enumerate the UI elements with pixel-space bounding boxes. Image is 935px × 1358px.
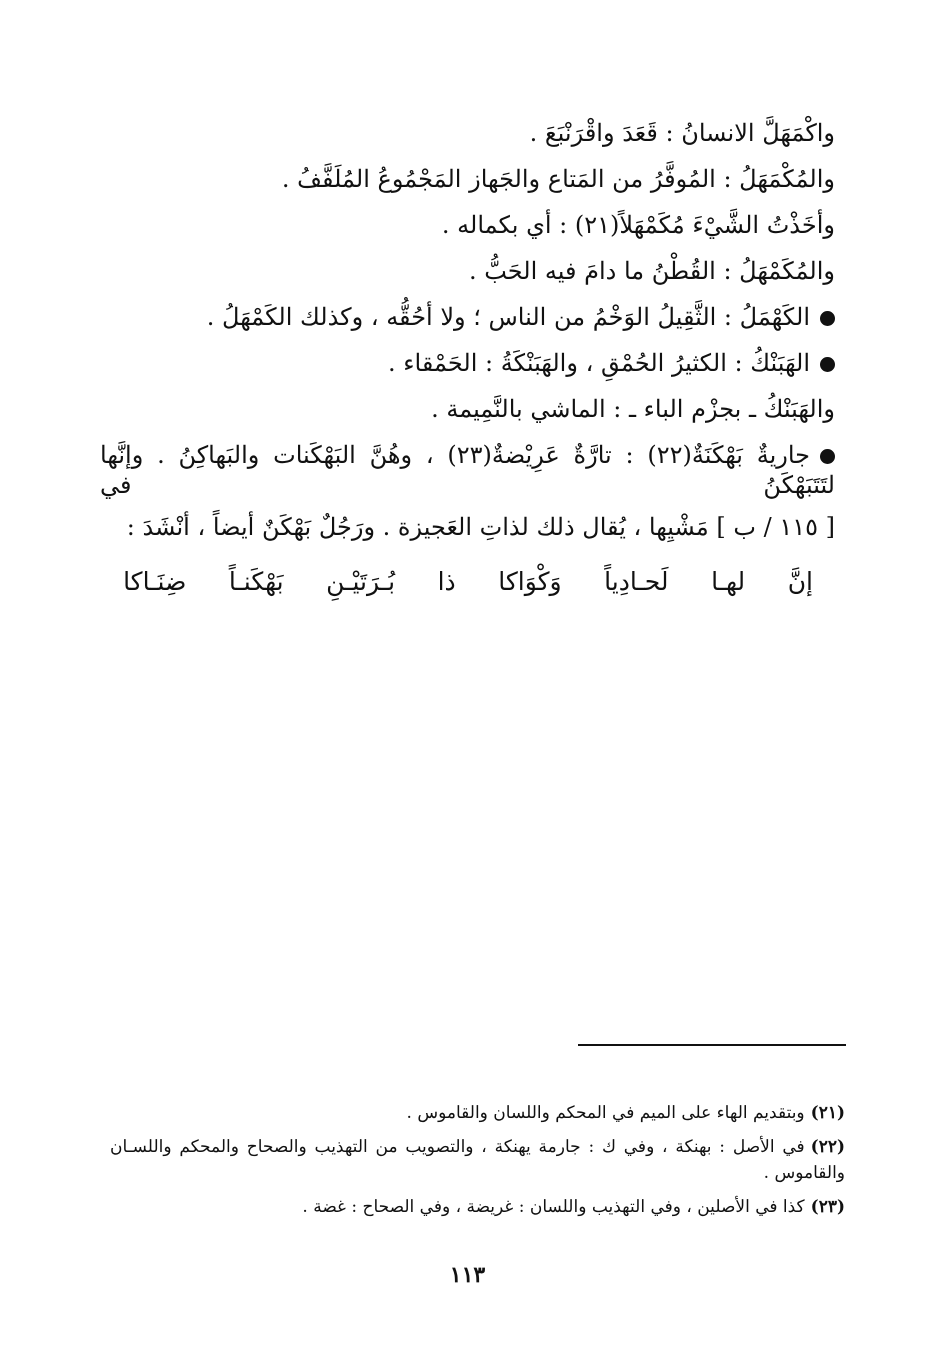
page-number: ١١٣ <box>449 1262 486 1288</box>
entry-kahmal <box>100 302 835 332</box>
text-line-1: واكْمَهَلَّ الانسانُ : قَعَدَ واقْرَنْبَعَ . <box>529 119 835 147</box>
footnote-separator <box>578 1044 846 1046</box>
verse-word: لهـا <box>711 567 746 596</box>
text-line-5: الكَهْمَلُ : الثَّقِيلُ الوَخْمُ من الناس ؛ ولا أحُقُّه ، وكذلك الكَمْهَلُ . <box>206 303 810 331</box>
verse-word: ذا <box>437 567 456 596</box>
bullet-icon <box>820 357 835 372</box>
footnote-21 <box>110 1100 845 1126</box>
footnote-text: وبتقديم الهاء على الميم في المحكم واللسان والقاموس . <box>406 1103 805 1123</box>
text-line-6: الهَبَنْكُ : الكثيرُ الحُمْقِ ، والهَبَنْكَةُ : الحَمْقاء . <box>388 349 810 377</box>
bullet-icon <box>820 449 835 464</box>
bullet-icon <box>820 311 835 326</box>
main-text <box>100 118 835 558</box>
footnote-text: في الأصل : بهنكة ، وفي ك : جارمة يهنكة ، والتصويب من التهذيب والصحاح والمحكم واللسـان والقاموس . <box>110 1137 845 1183</box>
verse-word: بُـرَتَيْـنِ <box>326 567 396 596</box>
footnote-22 <box>110 1134 845 1186</box>
poetry-verse <box>123 566 813 598</box>
verse-word: لَحـادِياً <box>604 567 669 596</box>
footnote-23 <box>110 1194 845 1220</box>
text-line-9: [ ١١٥ / ب ] مَشْيِها ، يُقال ذلك لذاتِ العَجيزة . ورَجُلٌ بَهْكَنٌ أيضاً ، أنْشَدَ : <box>126 513 835 541</box>
footnote-number: (٢٣) <box>810 1197 845 1217</box>
text-line-2: والمُكْمَهَلُ : المُوفَّرُ من المَتاع والجَهاز المَجْمُوعُ المُلَفَّفُ . <box>281 165 835 193</box>
footnote-number: (٢٢) <box>810 1137 845 1157</box>
text-line-8: جاريةٌ بَهْكَنَةٌ(٢٢) : تارَّةٌ عَرِيْضةٌ(٢٣) ، وهُنَّ البَهْكَنات والبَهاكِنُ . وإنَّها لتَتَبَهْكَنُ في <box>100 441 835 499</box>
verse-word: بَهْكَنـاً <box>228 567 284 596</box>
footnote-text: كذا في الأصلين ، وفي التهذيب واللسان : غريضة ، وفي الصحاح : غضة . <box>302 1197 805 1217</box>
footnote-number: (٢١) <box>810 1103 845 1123</box>
verse-word: إنَّ <box>787 567 813 596</box>
text-line-7: والهَبَنْكُ ـ بجزْم الباء ـ : الماشي بالنَّمِيمة . <box>431 395 835 423</box>
verse-word: ضِنَـاكا <box>123 567 187 596</box>
text-line-4: والمُكَمْهَلُ : القُطْنُ ما دامَ فيه الحَبُّ . <box>468 257 835 285</box>
entry-habank <box>100 348 835 378</box>
entry-bahkana <box>100 440 835 500</box>
footnotes <box>110 1100 845 1228</box>
verse-word: وَكْوَاكا <box>498 567 562 596</box>
text-line-3: وأخَذْتُ الشَّيْءَ مُكَمْهَلاً(٢١) : أي بكماله . <box>441 211 835 239</box>
